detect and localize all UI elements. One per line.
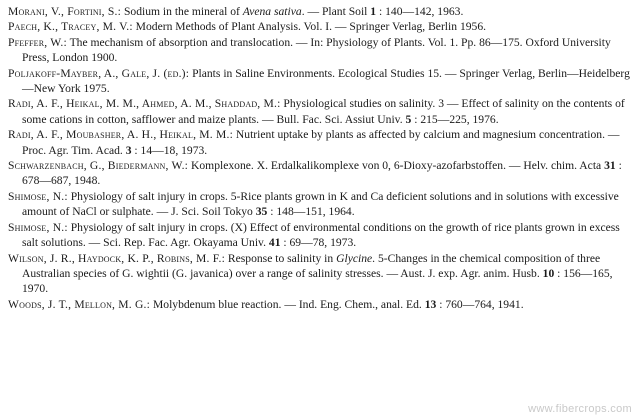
reference-pages: : 156—165, 1970. [22, 266, 613, 296]
reference-volume: 5 [405, 112, 412, 126]
reference-authors: Radi, A. F., Moubasher, A. H., Heikal, M. M.: [8, 128, 234, 142]
reference-volume: 13 [424, 297, 437, 311]
reference-text: Response to salinity in [225, 251, 337, 265]
reference-authors: Woods, J. T., Mellon, M. G.: [8, 297, 151, 311]
reference-text: Komplexone. X. Erdalkalikomplexe von 0, 6-Dioxy-azofarbstoffen. — Helv. chim. Acta [188, 159, 605, 173]
reference-entry [8, 158, 636, 189]
reference-volume: 10 [542, 266, 555, 280]
reference-entry [8, 66, 636, 97]
reference-pages: : 140—142, 1963. [376, 5, 464, 18]
reference-text: Physiology of salt injury in crops. (X) Effect of environmental conditions on the growth of rice plants grown in excess salt solutions. — Sci. Rep. Fac. Agr. Okayama Univ. [22, 220, 620, 250]
reference-pages: : 69—78, 1973. [280, 236, 357, 250]
reference-entry [8, 220, 636, 251]
reference-text: Nutrient uptake by plants as affected by calcium and magnesium concentration. — Proc. Agr. Tim. Acad. [22, 128, 620, 157]
reference-authors: Paech, K., Tracey, M. V.: [8, 20, 133, 34]
reference-entry [8, 297, 636, 312]
reference-text: The mechanism of absorption and translocation. — In: Physiology of Plants. Vol. 1. Pp. 86—175. Oxford University Press, London 1900. [22, 35, 611, 65]
reference-volume: 31 [604, 159, 616, 173]
reference-entry [8, 19, 636, 34]
reference-authors: Poljakoff-Mayber, A., Gale, J. (ed.): [8, 66, 190, 80]
reference-authors: Schwarzenbach, G., Biedermann, W.: [8, 159, 189, 173]
reference-volume: 41 [268, 236, 281, 250]
reference-authors: Wilson, J. R., Haydock, K. P., Robins, M. F.: [8, 251, 225, 265]
reference-pages: : 148—151, 1964. [267, 205, 355, 219]
reference-italic: Avena sativa [242, 5, 302, 18]
reference-volume: 1 [370, 5, 377, 18]
watermark: www.fibercrops.com [528, 403, 632, 415]
reference-pages: : 678—687, 1948. [22, 159, 622, 188]
reference-text: Modern Methods of Plant Analysis. Vol. I. — Springer Verlag, Berlin 1956. [132, 20, 487, 34]
reference-pages: : 215—225, 1976. [411, 112, 499, 126]
reference-text: Sodium in the mineral of [121, 5, 243, 18]
reference-text: Molybdenum blue reaction. — Ind. Eng. Chem., anal. Ed. [150, 297, 425, 311]
reference-authors: Pfeffer, W.: [8, 35, 67, 49]
reference-pages: : 760—764, 1941. [436, 297, 524, 311]
reference-entry [8, 127, 636, 158]
reference-pages: : 14—18, 1973. [131, 143, 208, 157]
reference-list [8, 4, 636, 312]
reference-italic: Glycine [336, 251, 373, 265]
reference-text: . 5-Changes in the chemical composition of three Australian species of G. wightii (G. javanica) over a range of salinity stresses. — Aust. J. exp. Agr. anim. Husb. [22, 251, 601, 280]
reference-entry [8, 35, 636, 66]
reference-volume: 3 [125, 143, 132, 157]
reference-text: Physiology of salt injury in crops. 5-Rice plants grown in K and Ca deficient solutions and in solutions with excessive amount of NaCl or sulphate. — J. Sci. Soil Tokyo [22, 189, 619, 219]
reference-entry [8, 189, 636, 220]
reference-volume: 35 [255, 205, 268, 219]
reference-text: Plants in Saline Environments. Ecological Studies 15. — Springer Verlag, Berlin—Heidelberg—New York 1975. [22, 66, 630, 96]
reference-text: Physiological studies on salinity. 3 — Effect of salinity on the contents of some cations in cotton, safflower and maize plants. — Bull. Fac. Sci. Assiut Univ. [22, 97, 625, 126]
reference-authors: Shimose, N.: [8, 189, 68, 203]
reference-entry [8, 4, 636, 19]
reference-entry [8, 251, 636, 297]
reference-text: . — Plant Soil [301, 5, 371, 18]
reference-authors: Morani, V., Fortini, S.: [8, 5, 122, 18]
reference-authors: Shimose, N.: [8, 220, 68, 234]
reference-entry [8, 96, 636, 127]
reference-authors: Radi, A. F., Heikal, M. M., Ahmed, A. M., Shaddad, M.: [8, 97, 281, 111]
